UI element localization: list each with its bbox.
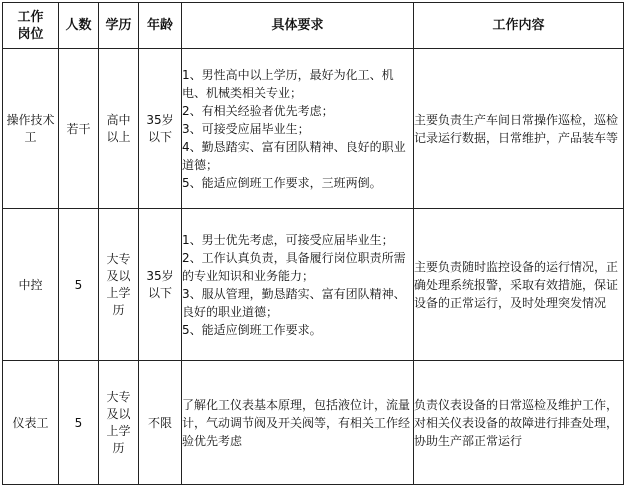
cell-education: 大专及以上学历 — [99, 361, 139, 485]
table-row — [3, 49, 624, 209]
requirement-line: 1、男士优先考虑，可接受应届毕业生； — [182, 232, 394, 247]
table-row — [3, 209, 624, 361]
requirement-line: 了解化工仪表基本原理，包括液位计，流量计，气动调节阀及开关阀等，有相关工作经验优先考虑 — [182, 397, 411, 448]
cell-position: 中控 — [3, 209, 59, 361]
requirement-line: 3、可接受应届毕业生； — [182, 121, 310, 136]
header-count: 人数 — [59, 3, 99, 49]
cell-position: 操作技术工 — [3, 49, 59, 209]
requirement-line: 5、能适应倒班工作要求。 — [182, 322, 322, 337]
cell-content: 负责仪表设备的日常巡检及维护工作，对相关仪表设备的故障进行排查处理，协助生产部正常运行 — [414, 361, 624, 485]
header-position: 工作岗位 — [3, 3, 59, 49]
cell-count: 5 — [59, 361, 99, 485]
cell-education: 高中以上 — [99, 49, 139, 209]
header-education: 学历 — [99, 3, 139, 49]
cell-position: 仪表工 — [3, 361, 59, 485]
requirement-line: 5、能适应倒班工作要求，三班两倒。 — [182, 175, 382, 190]
cell-age: 不限 — [139, 361, 182, 485]
cell-requirements — [182, 49, 414, 209]
header-content: 工作内容 — [414, 3, 624, 49]
cell-education: 大专及以上学历 — [99, 209, 139, 361]
requirement-line: 3、服从管理，勤恳踏实、富有团队精神、良好的职业道德； — [182, 286, 406, 319]
header-age: 年龄 — [139, 3, 182, 49]
cell-age: 35岁以下 — [139, 209, 182, 361]
cell-content: 主要负责随时监控设备的运行情况，正确处理系统报警，采取有效措施，保证设备的正常运行，及时处理突发情况 — [414, 209, 624, 361]
cell-age: 35岁以下 — [139, 49, 182, 209]
cell-requirements — [182, 361, 414, 485]
requirement-line: 2、有相关经验者优先考虑； — [182, 103, 334, 118]
requirement-line: 1、男性高中以上学历，最好为化工、机电、机械类相关专业； — [182, 67, 394, 100]
cell-count: 若干 — [59, 49, 99, 209]
table-row — [3, 361, 624, 485]
cell-content: 主要负责生产车间日常操作巡检，巡检记录运行数据，日常维护，产品装车等 — [414, 49, 624, 209]
header-requirements: 具体要求 — [182, 3, 414, 49]
job-requirements-table — [2, 2, 624, 485]
table-header-row — [3, 3, 624, 49]
requirement-line: 2、工作认真负责，具备履行岗位职责所需的专业知识和业务能力； — [182, 250, 406, 283]
cell-count: 5 — [59, 209, 99, 361]
requirement-line: 4、勤恳踏实、富有团队精神、良好的职业道德； — [182, 139, 406, 172]
cell-requirements — [182, 209, 414, 361]
